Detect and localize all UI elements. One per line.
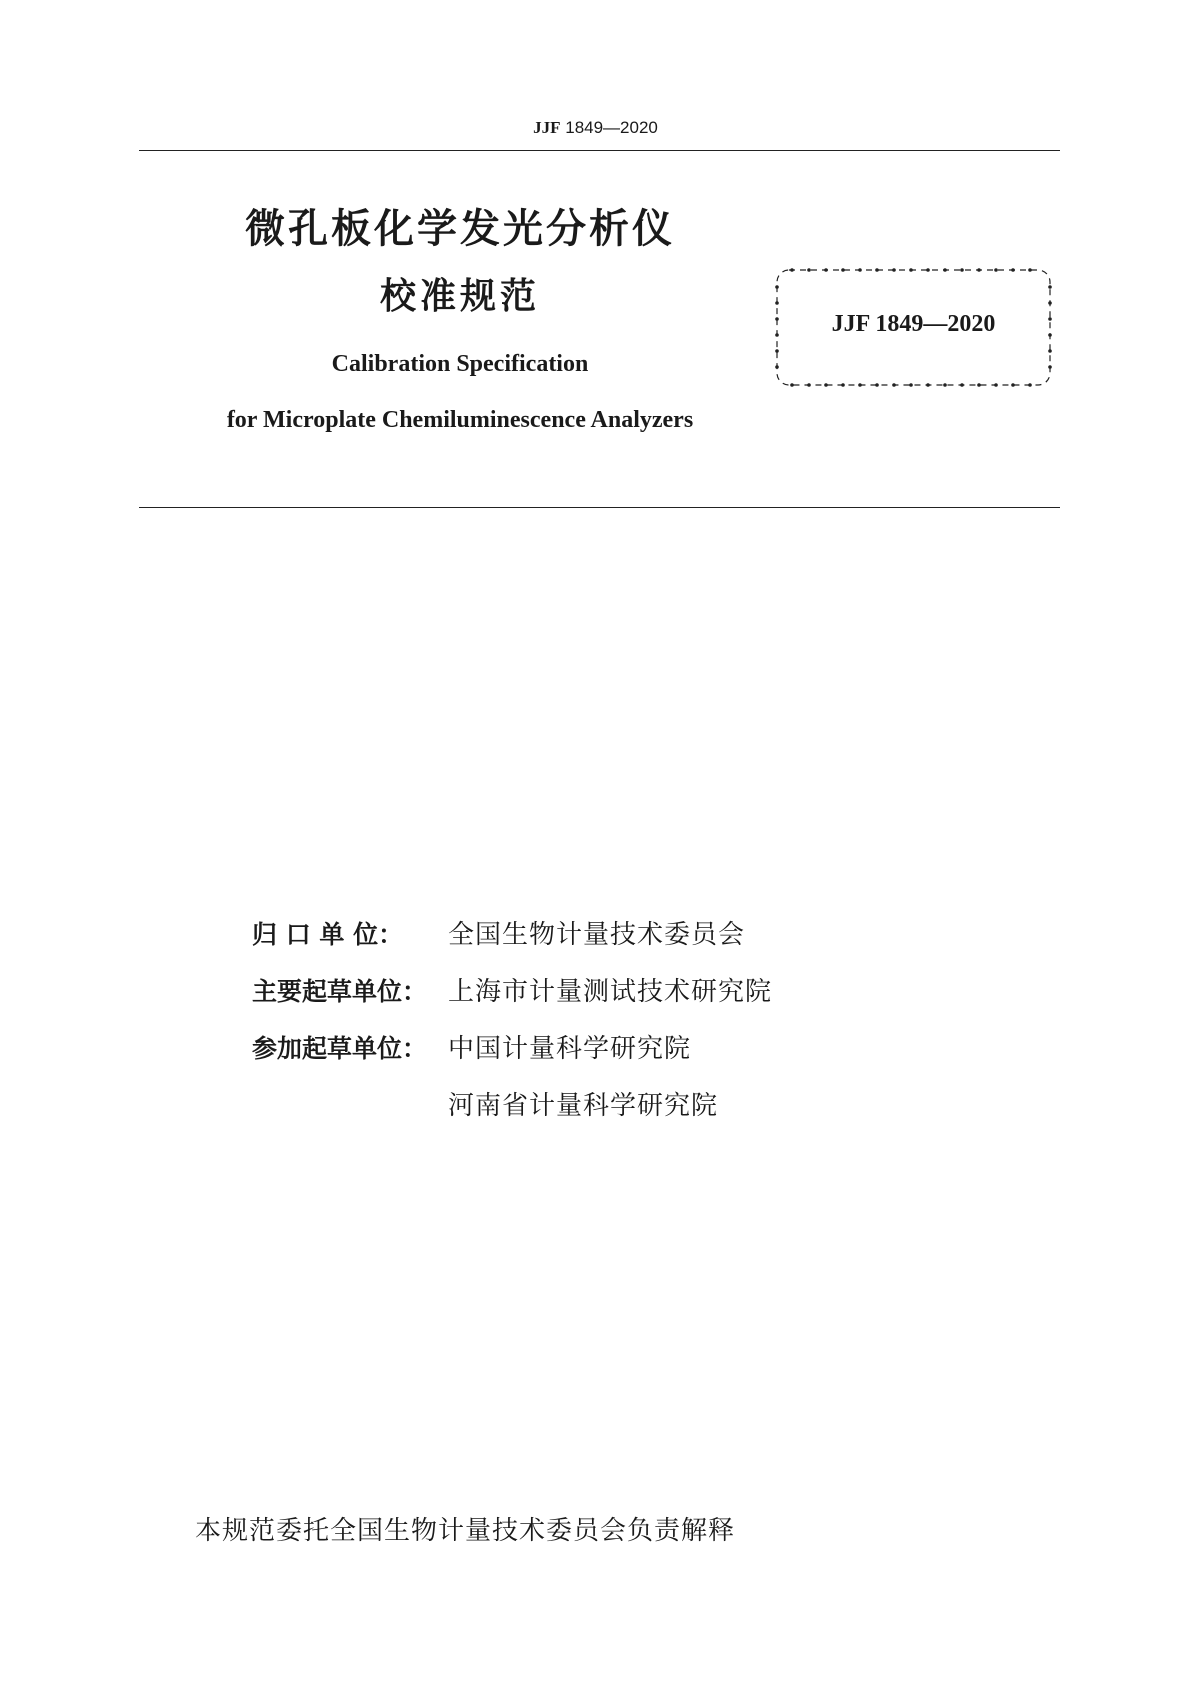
code-box [774, 267, 1053, 388]
border-dot [858, 268, 862, 272]
header-code-prefix: JJF [533, 118, 561, 137]
org-row-responsible [252, 914, 772, 971]
org-row-participating [252, 1028, 772, 1085]
footer-note: 本规范委托全国生物计量技术委员会负责解释 [195, 1516, 736, 1546]
border-dot [892, 268, 896, 272]
border-dot [790, 383, 794, 387]
border-dot [858, 383, 862, 387]
org-value: 上海市计量测试技术研究院 [448, 977, 773, 1007]
header-code [0, 118, 1191, 138]
border-dot [926, 383, 930, 387]
border-dot [892, 383, 896, 387]
border-dot [960, 268, 964, 272]
border-dot [775, 301, 779, 305]
border-dot [875, 268, 879, 272]
border-dot [1011, 268, 1015, 272]
border-dot [994, 268, 998, 272]
border-dot [1048, 365, 1052, 369]
org-value: 全国生物计量技术委员会 [448, 920, 746, 950]
border-dot [1048, 349, 1052, 353]
border-dot [824, 268, 828, 272]
border-dot [926, 268, 930, 272]
border-dot [807, 383, 811, 387]
top-rule [139, 150, 1060, 151]
code-box-text: JJF 1849—2020 [831, 311, 996, 337]
border-dot [824, 383, 828, 387]
org-label: 参加起草单位： [252, 1034, 428, 1063]
border-dot [909, 268, 913, 272]
org-label: 主要起草单位： [252, 977, 428, 1006]
border-dot [775, 285, 779, 289]
header-code-number: 1849—2020 [565, 118, 658, 137]
title-chinese: 微孔板化学发光分析仪 [245, 206, 675, 252]
org-row-main-drafting [252, 971, 772, 1028]
org-label: 归 口 单 位： [252, 920, 404, 949]
border-dot [841, 268, 845, 272]
border-dot [960, 383, 964, 387]
border-dot [775, 365, 779, 369]
org-row-participating-2 [252, 1085, 772, 1142]
border-dot [1048, 285, 1052, 289]
border-dot [775, 349, 779, 353]
title-english-line1: Calibration Specification [331, 351, 589, 377]
border-dot [807, 268, 811, 272]
border-dot [875, 383, 879, 387]
border-dot [1028, 268, 1032, 272]
border-dot [790, 268, 794, 272]
border-dot [977, 383, 981, 387]
border-dot [977, 268, 981, 272]
org-value: 河南省计量科学研究院 [448, 1091, 719, 1121]
middle-rule [139, 507, 1060, 508]
org-value: 中国计量科学研究院 [448, 1034, 692, 1064]
organizations-list [252, 914, 772, 1142]
border-dot [994, 383, 998, 387]
title-english-line2: for Microplate Chemiluminescence Analyzers [226, 407, 694, 433]
border-dot [1048, 301, 1052, 305]
border-dot [943, 268, 947, 272]
subtitle-chinese: 校准规范 [379, 276, 540, 317]
border-dot [841, 383, 845, 387]
border-dot [1011, 383, 1015, 387]
title-block [140, 205, 780, 435]
border-dot [943, 383, 947, 387]
border-dot [1028, 383, 1032, 387]
border-dot [909, 383, 913, 387]
